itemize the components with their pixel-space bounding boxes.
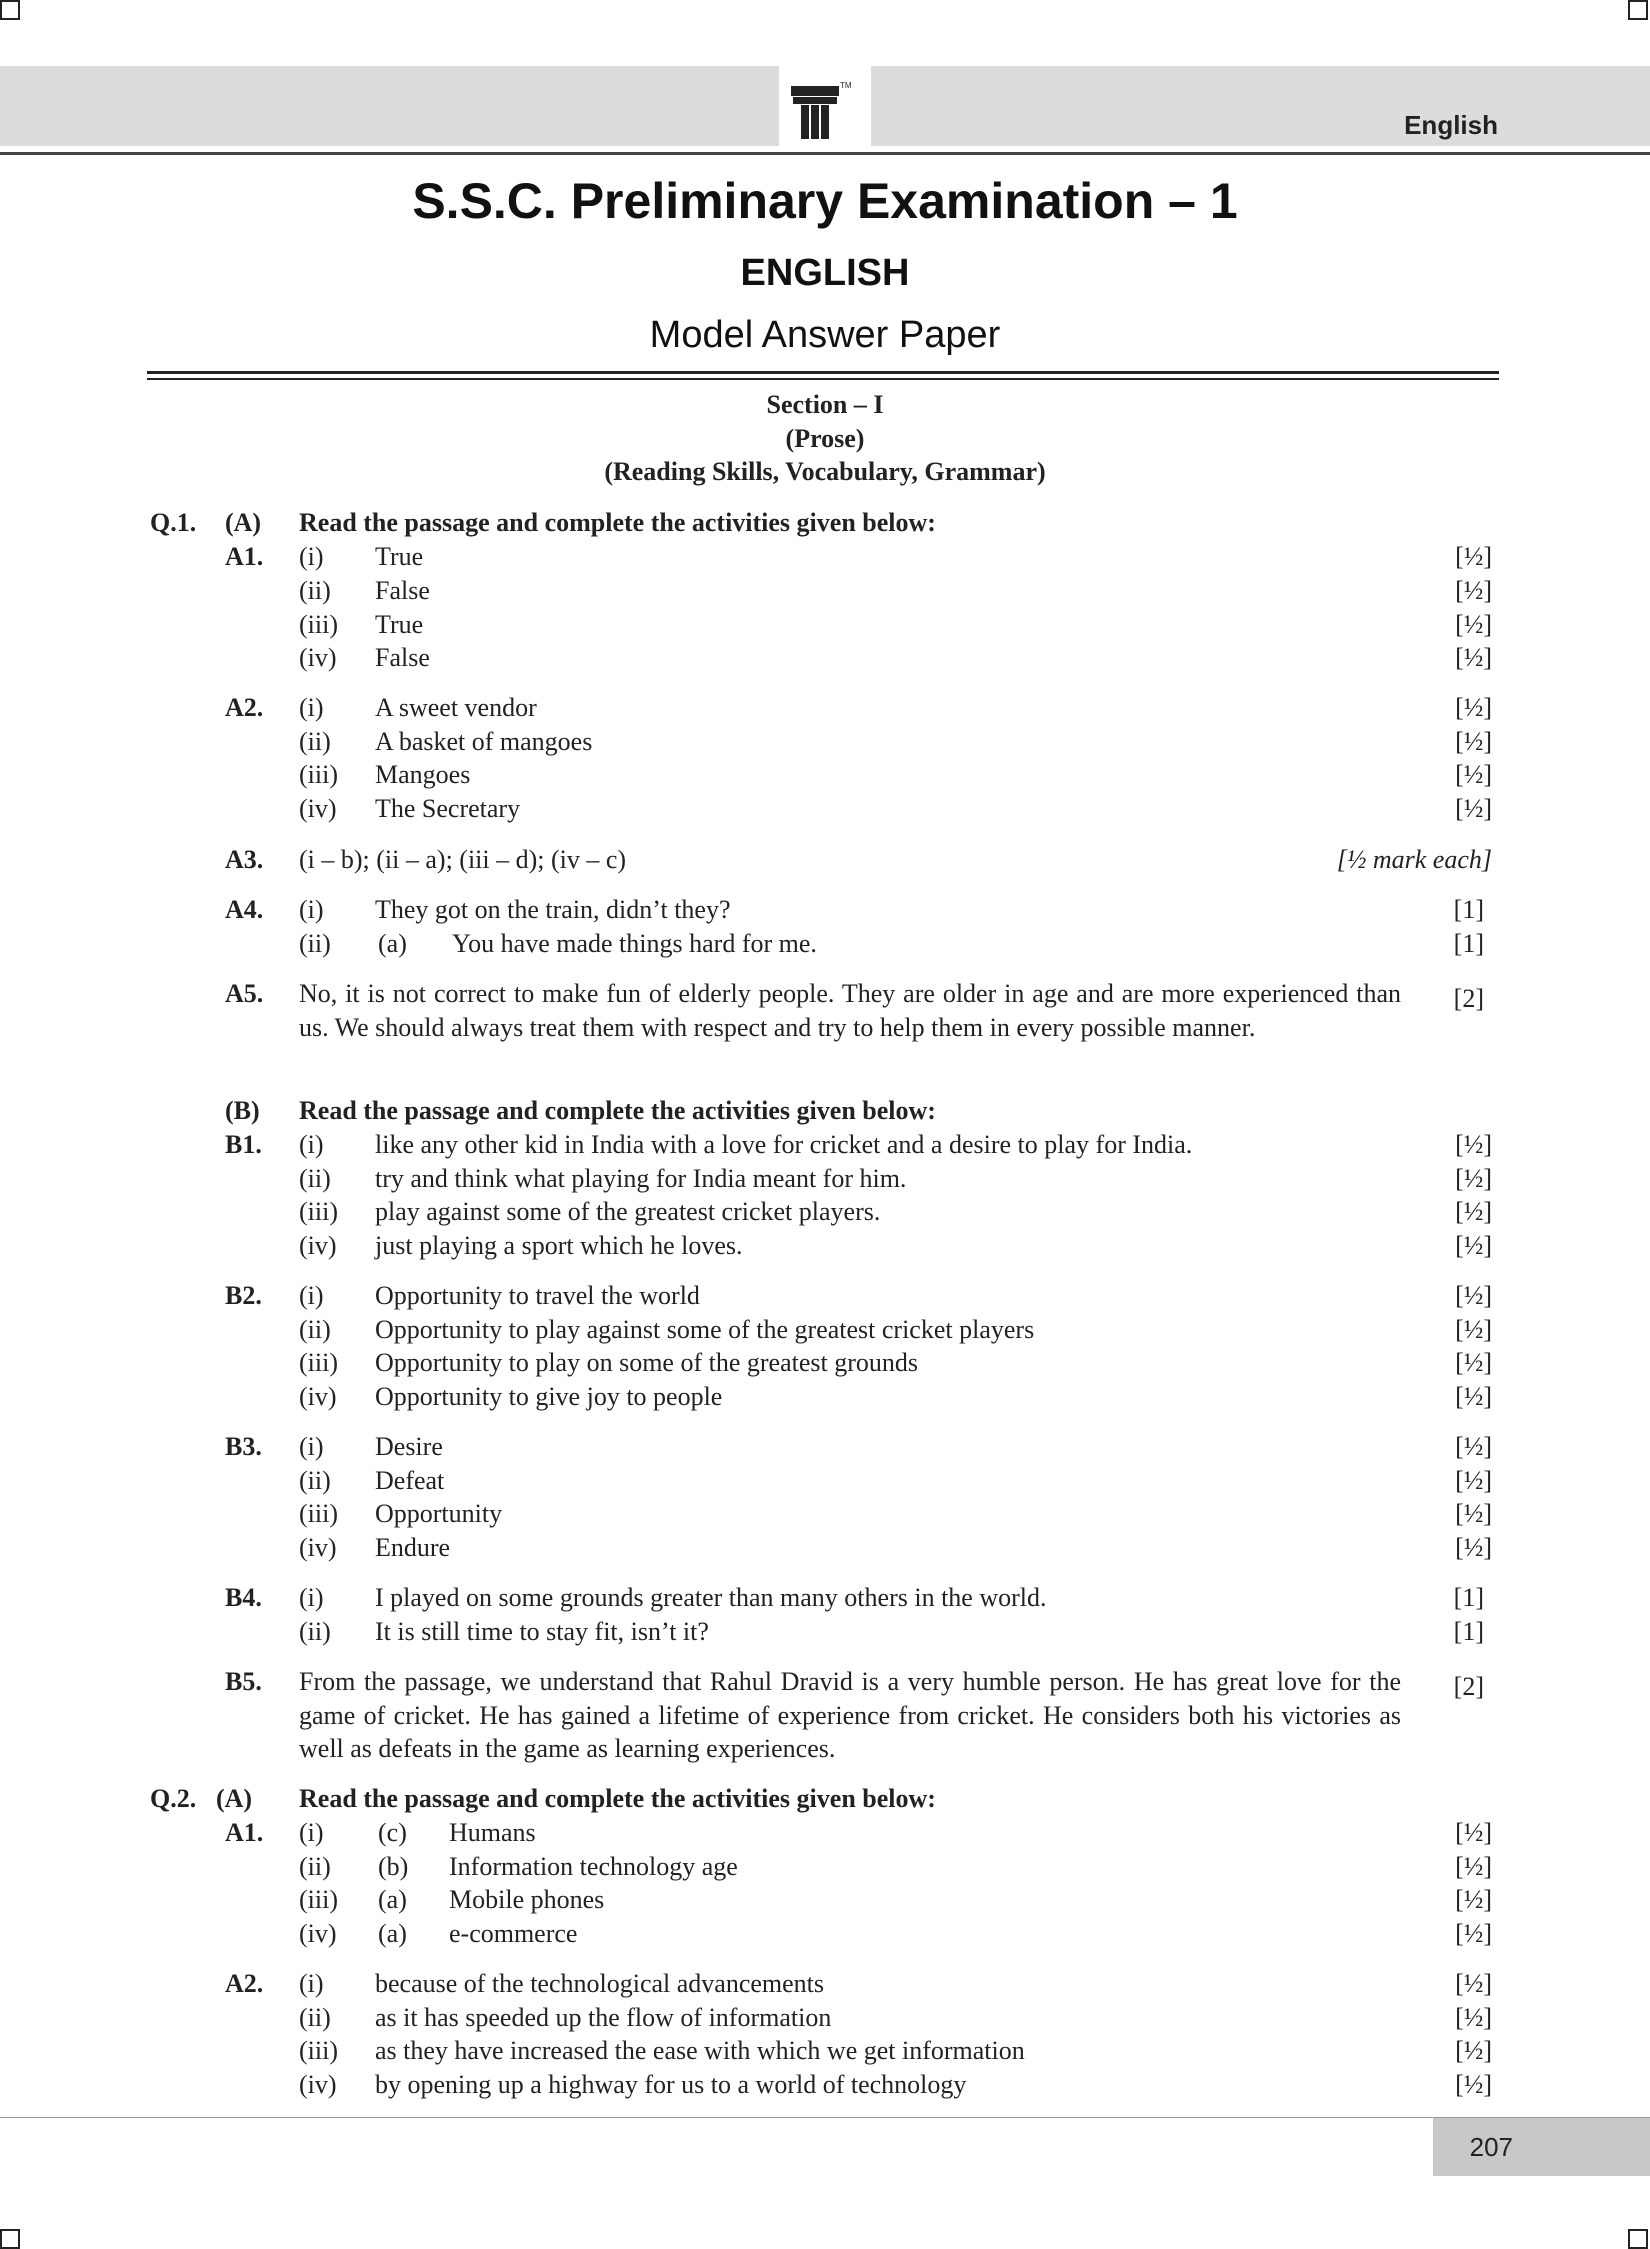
subquestion-label: (B) xyxy=(225,1096,260,1125)
paper-type: Model Answer Paper xyxy=(649,314,1001,356)
item-number: (i) xyxy=(299,1969,324,1998)
item-number: (ii) xyxy=(299,727,331,756)
section-type: (Prose) xyxy=(785,424,865,453)
item-text: The Secretary xyxy=(375,794,521,823)
section-skills: (Reading Skills, Vocabulary, Grammar) xyxy=(604,457,1046,486)
item-number: (ii) xyxy=(299,2003,331,2032)
answer-label: A4. xyxy=(225,895,264,924)
mark: [½] xyxy=(1455,610,1492,639)
item-text: Mangoes xyxy=(375,760,471,789)
mark: [½] xyxy=(1455,542,1492,571)
mark: [½] xyxy=(1455,1432,1492,1461)
item-text: You have made things hard for me. xyxy=(452,929,817,958)
answer-label: A1. xyxy=(225,542,264,571)
item-text: False xyxy=(375,643,430,672)
mark: [½] xyxy=(1455,1885,1492,1914)
item-text: I played on some grounds greater than many others in the world. xyxy=(375,1583,1047,1612)
answer-label: B3. xyxy=(225,1432,262,1461)
item-text: by opening up a highway for us to a world of technology xyxy=(375,2070,967,2099)
crop-mark-bottom-right xyxy=(1628,2229,1648,2249)
item-text: e-commerce xyxy=(449,1919,578,1948)
item-text: Information technology age xyxy=(449,1852,738,1881)
instruction: Read the passage and complete the activities given below: xyxy=(299,1096,936,1125)
item-number: (iii) xyxy=(299,610,338,639)
footer-rule xyxy=(0,2117,1650,2118)
answer-label: A1. xyxy=(225,1818,264,1847)
mark: [½] xyxy=(1455,1969,1492,1998)
item-number: (iv) xyxy=(299,1231,337,1260)
mark: [½] xyxy=(1455,2036,1492,2065)
mark: [½] xyxy=(1455,794,1492,823)
answer-label: B5. xyxy=(225,1667,262,1696)
item-text: because of the technological advancements xyxy=(375,1969,825,1998)
logo xyxy=(779,66,871,146)
mark: [½] xyxy=(1455,1164,1492,1193)
mark: [½] xyxy=(1455,1818,1492,1847)
mark: [½] xyxy=(1455,1348,1492,1377)
item-subletter: (a) xyxy=(378,1885,407,1914)
t-logo-icon xyxy=(779,66,871,146)
item-number: (i) xyxy=(299,1432,324,1461)
item-text: like any other kid in India with a love for cricket and a desire to play for India. xyxy=(375,1130,1193,1159)
item-text: A sweet vendor xyxy=(375,693,537,722)
item-number: (i) xyxy=(299,542,324,571)
answer-paragraph: No, it is not correct to make fun of elderly people. They are older in age and are more experienced than us. We should always treat them with respect and try to help them in every possible manner. xyxy=(299,979,1401,1042)
mark: [1] xyxy=(1453,929,1484,958)
answer-label: A3. xyxy=(225,845,264,874)
item-text: as they have increased the ease with which we get information xyxy=(375,2036,1025,2065)
item-text: It is still time to stay fit, isn’t it? xyxy=(375,1617,709,1646)
answer-label: A2. xyxy=(225,693,264,722)
item-number: (iv) xyxy=(299,1382,337,1411)
mark: [½ mark each] xyxy=(1336,845,1492,874)
item-text: Opportunity to travel the world xyxy=(375,1281,700,1310)
subquestion-label: (A) xyxy=(216,1784,253,1813)
mark: [½] xyxy=(1455,2003,1492,2032)
item-text: A basket of mangoes xyxy=(375,727,593,756)
item-text: play against some of the greatest cricket players. xyxy=(375,1197,881,1226)
title-rule-thin xyxy=(147,378,1499,380)
page-subtitle: ENGLISH xyxy=(740,252,910,294)
question-label: Q.1. xyxy=(150,508,197,537)
subquestion-label: (A) xyxy=(225,508,262,537)
item-text: False xyxy=(375,576,430,605)
item-number: (ii) xyxy=(299,1466,331,1495)
mark: [½] xyxy=(1455,1499,1492,1528)
mark: [2] xyxy=(1453,1672,1484,1701)
item-number: (i) xyxy=(299,895,324,924)
mark: [1] xyxy=(1453,1583,1484,1612)
mark: [½] xyxy=(1455,1231,1492,1260)
answer-label: B2. xyxy=(225,1281,262,1310)
answer-paragraph: From the passage, we understand that Rahul Dravid is a very humble person. He has great love for the game of cricket. He has gained a lifetime of experience from cricket. He considers both his victories as well as defeats in the game as learning experiences. xyxy=(299,1667,1401,1763)
item-subletter: (a) xyxy=(378,1919,407,1948)
crop-mark-top-left xyxy=(0,0,20,20)
mark: [½] xyxy=(1455,1130,1492,1159)
mark: [2] xyxy=(1453,984,1484,1013)
item-subletter: (c) xyxy=(378,1818,407,1847)
item-subletter: (a) xyxy=(378,929,407,958)
item-number: (iii) xyxy=(299,2036,338,2065)
item-text: Humans xyxy=(449,1818,536,1847)
mark: [½] xyxy=(1455,2070,1492,2099)
item-number: (iii) xyxy=(299,1197,338,1226)
item-number: (i) xyxy=(299,1818,324,1847)
item-text: Opportunity xyxy=(375,1499,503,1528)
item-number: (ii) xyxy=(299,1617,331,1646)
mark: [1] xyxy=(1453,895,1484,924)
item-number: (iii) xyxy=(299,760,338,789)
item-text: as it has speeded up the flow of information xyxy=(375,2003,832,2032)
item-number: (iv) xyxy=(299,1919,337,1948)
item-text: They got on the train, didn’t they? xyxy=(375,895,731,924)
item-text: Desire xyxy=(375,1432,443,1461)
item-number: (ii) xyxy=(299,1852,331,1881)
item-number: (iv) xyxy=(299,2070,337,2099)
header-rule xyxy=(0,152,1650,155)
section-name: Section – I xyxy=(766,390,884,419)
mark: [1] xyxy=(1453,1617,1484,1646)
item-text: just playing a sport which he loves. xyxy=(375,1231,743,1260)
answer-label: B1. xyxy=(225,1130,262,1159)
item-text: True xyxy=(375,610,424,639)
item-number: (i) xyxy=(299,1130,324,1159)
mark: [½] xyxy=(1455,1533,1492,1562)
item-text: try and think what playing for India meant for him. xyxy=(375,1164,907,1193)
item-number: (iv) xyxy=(299,643,337,672)
mark: [½] xyxy=(1455,576,1492,605)
crop-mark-top-right xyxy=(1628,0,1648,20)
item-number: (iii) xyxy=(299,1499,338,1528)
mark: [½] xyxy=(1455,1315,1492,1344)
item-number: (i) xyxy=(299,693,324,722)
mark: [½] xyxy=(1455,643,1492,672)
item-text: Mobile phones xyxy=(449,1885,605,1914)
item-text: Opportunity to give joy to people xyxy=(375,1382,723,1411)
item-number: (ii) xyxy=(299,576,331,605)
mark: [½] xyxy=(1455,1281,1492,1310)
question-label: Q.2. xyxy=(150,1784,197,1813)
instruction: Read the passage and complete the activities given below: xyxy=(299,1784,936,1813)
mark: [½] xyxy=(1455,1919,1492,1948)
item-number: (iii) xyxy=(299,1885,338,1914)
item-text: True xyxy=(375,542,424,571)
item-subletter: (b) xyxy=(378,1852,409,1881)
item-number: (i) xyxy=(299,1583,324,1612)
item-number: (iv) xyxy=(299,1533,337,1562)
item-number: (i) xyxy=(299,1281,324,1310)
answer-label: B4. xyxy=(225,1583,262,1612)
crop-mark-bottom-left xyxy=(0,2229,20,2249)
instruction: Read the passage and complete the activities given below: xyxy=(299,508,936,537)
item-number: (ii) xyxy=(299,1164,331,1193)
item-number: (ii) xyxy=(299,929,331,958)
item-number: (ii) xyxy=(299,1315,331,1344)
mark: [½] xyxy=(1455,693,1492,722)
mark: [½] xyxy=(1455,1382,1492,1411)
mark: [½] xyxy=(1455,727,1492,756)
answer-label: A5. xyxy=(225,979,264,1008)
mark: [½] xyxy=(1455,1852,1492,1881)
item-number: (iv) xyxy=(299,794,337,823)
page-title: S.S.C. Preliminary Examination – 1 xyxy=(412,173,1238,229)
item-text: Opportunity to play on some of the greatest grounds xyxy=(375,1348,919,1377)
item-text: (i – b); (ii – a); (iii – d); (iv – c) xyxy=(299,845,627,874)
answer-label: A2. xyxy=(225,1969,264,1998)
item-text: Opportunity to play against some of the greatest cricket players xyxy=(375,1315,1035,1344)
title-rule-thick xyxy=(147,371,1499,374)
mark: [½] xyxy=(1455,1197,1492,1226)
svg-text:TM: TM xyxy=(840,81,852,90)
item-text: Defeat xyxy=(375,1466,445,1495)
item-number: (iii) xyxy=(299,1348,338,1377)
mark: [½] xyxy=(1455,1466,1492,1495)
page-number: 207 xyxy=(1469,2132,1513,2162)
item-text: Endure xyxy=(375,1533,451,1562)
mark: [½] xyxy=(1455,760,1492,789)
